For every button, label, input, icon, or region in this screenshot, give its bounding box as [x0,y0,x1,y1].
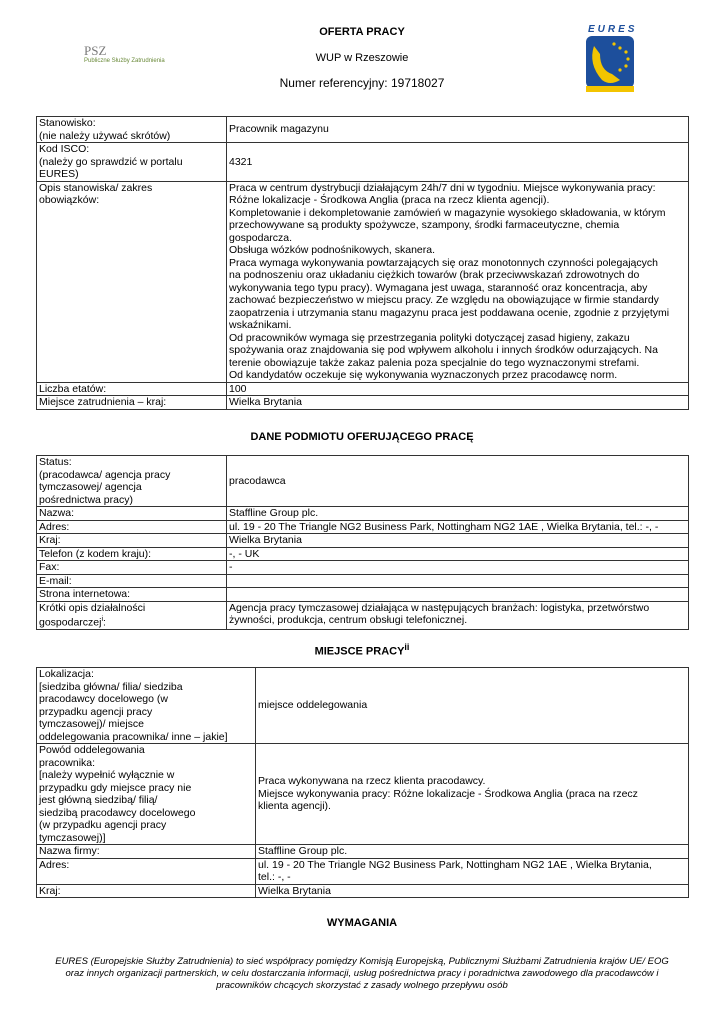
phone-label: Telefon (z kodem kraju): [37,547,227,561]
phone-value: -, - UK [227,547,689,561]
table-row [37,456,689,507]
location-value: miejsce oddelegowania [256,668,689,744]
status-label: Status: (pracodawca/ agencja pracy tymczasowej/ agencja pośrednictwa pracy) [37,456,227,507]
email-value [227,574,689,588]
fte-label: Liczba etatów: [37,382,227,396]
reason-value: Praca wykonywana na rzecz klienta pracodawcy. Miejsce wykonywania pracy: Różne lokalizacje - Środkowa Anglia (praca na rzecz klienta agencji). [256,744,689,845]
email-label: E-mail: [37,574,227,588]
employer-table [36,455,689,630]
table-row [37,588,689,602]
table-row [37,601,689,630]
table-row [37,520,689,534]
employer-country-label: Kraj: [37,534,227,548]
workplace-country-value: Wielka Brytania [256,884,689,898]
psz-logo-subtext: Publiczne Służby Zatrudnienia [84,58,165,64]
eures-logo-text: EURES [588,24,638,35]
fax-value: - [227,561,689,575]
isco-label: Kod ISCO: (należy go sprawdzić w portalu EURES) [37,143,227,182]
table-row [37,668,689,744]
workplace-address-value: ul. 19 - 20 The Triangle NG2 Business Park, Nottingham NG2 1AE , Wielka Brytania, tel.: -, - [256,858,689,884]
fte-value: 100 [227,382,689,396]
employer-country-value: Wielka Brytania [227,534,689,548]
footer-note: EURES (Europejskie Służby Zatrudnienia) to sieć współpracy pomiędzy Komisją Europejską, Publicznymi Służbami Zatrudnienia krajów UE/ EOG oraz innych organizacji partnerskich, w celu dostarczania informacji, usług pośrednictwa pracy i poradnictwa zawodowego dla pracodawców i pracowników chcących skorzystać z zasady wolnego przepływu osób [55,956,669,991]
website-label: Strona internetowa: [37,588,227,602]
table-row [37,858,689,884]
table-row [37,507,689,521]
workplace-section-title: MIEJSCE PRACY$^{ii}$ [314,642,410,658]
eures-logo [580,24,640,96]
table-row [37,574,689,588]
country-value: Wielka Brytania [227,396,689,410]
position-label: Stanowisko: (nie należy używać skrótów) [37,117,227,143]
table-row [37,382,689,396]
workplace-address-label: Adres: [37,858,256,884]
address-label: Adres: [37,520,227,534]
name-label: Nazwa: [37,507,227,521]
reason-label: Powód oddelegowania pracownika: [należy wypełnić wyłącznie w przypadku gdy miejsce pracy nie jest główną siedzibą/ filią/ siedzibą pracodawcy docelowego (w przypadku agencji pracy tymczasowej)] [37,744,256,845]
company-label: Nazwa firmy: [37,845,256,859]
table-row [37,744,689,845]
status-value: pracodawca [227,456,689,507]
employer-section-title: DANE PODMIOTU OFERUJĄCEGO PRACĘ [250,431,474,443]
location-label: Lokalizacja: [siedziba główna/ filia/ siedziba pracodawcy docelowego (w przypadku agencji pracy tymczasowej)/ miejsce oddelegowania pracownika/ inne – jakie] [37,668,256,744]
country-label: Miejsce zatrudnienia – kraj: [37,396,227,410]
table-row [37,547,689,561]
name-value: Staffline Group plc. [227,507,689,521]
table-row [37,561,689,575]
description-value: Praca w centrum dystrybucji działającym 24h/7 dni w tygodniu. Miejsce wykonywania pracy: Różne lokalizacje - Środkowa Anglia (praca na rzecz klienta agencji). Kompletowanie i dekompletowanie zamówień w magazynie wysokiego składowania, w którym przechowywane są produkty spożywcze, szampony, środki farmaceutyczne, chemia gospodarcza. Obsługa wózków podnośnikowych, skanera. Praca wymaga wykonywania powtarzających się oraz monotonnych czynności polegających na podnoszeniu oraz układaniu ciężkich towarów (brak przeciwwskazań zdrowotnych do wykonywania tego typu pracy). Wymagana jest uwaga, staranność oraz koncentracja, aby zachować bezpieczeństwo w miejscu pracy. Ze względu na obowiązujące w firmie standardy zaopatrzenia i utrzymania stanu magazynu praca jest poddawana ocenie, zgodnie z przyjętymi wskaźnikami. Od pracowników wymaga się przestrzegania polityki dotyczącej zasad higieny, zakazu spożywania oraz znajdowania się pod wpływem alkoholu i innych środków odurzających. Na terenie obowiązuje także zakaz palenia poza specjalnie do tego wyznaczonymi strefami. Od kandydatów oczekuje się wykonywania wyznaczonych przez pracodawcę norm. [227,181,689,382]
table-row [37,143,689,182]
workplace-table [36,667,689,898]
company-value: Staffline Group plc. [256,845,689,859]
position-value: Pracownik magazynu [227,117,689,143]
description-label: Opis stanowiska/ zakres obowiązków: [37,181,227,382]
fax-label: Fax: [37,561,227,575]
workplace-country-label: Kraj: [37,884,256,898]
table-row [37,181,689,382]
table-row [37,534,689,548]
table-row [37,884,689,898]
document-title: OFERTA PRACY [319,26,405,38]
table-row [37,845,689,859]
table-row [37,396,689,410]
business-value: Agencja pracy tymczasowej działająca w następujących branżach: logistyka, przetwórstwo żywności, produkcja, centrum obsługi telefonicznej. [227,601,689,630]
psz-logo-text: PSZ [84,43,107,58]
table-row [37,117,689,143]
requirements-section-title: WYMAGANIA [326,917,398,929]
office-name: WUP w Rzeszowie [315,52,409,64]
website-value [227,588,689,602]
address-value: ul. 19 - 20 The Triangle NG2 Business Park, Nottingham NG2 1AE , Wielka Brytania, tel.: -, - [227,520,689,534]
reference-number: Numer referencyjny: 19718027 [279,76,445,90]
isco-value: 4321 [227,143,689,182]
business-label: Krótki opis działalności gospodarczej$^i$: [37,601,227,630]
offer-table [36,116,689,410]
